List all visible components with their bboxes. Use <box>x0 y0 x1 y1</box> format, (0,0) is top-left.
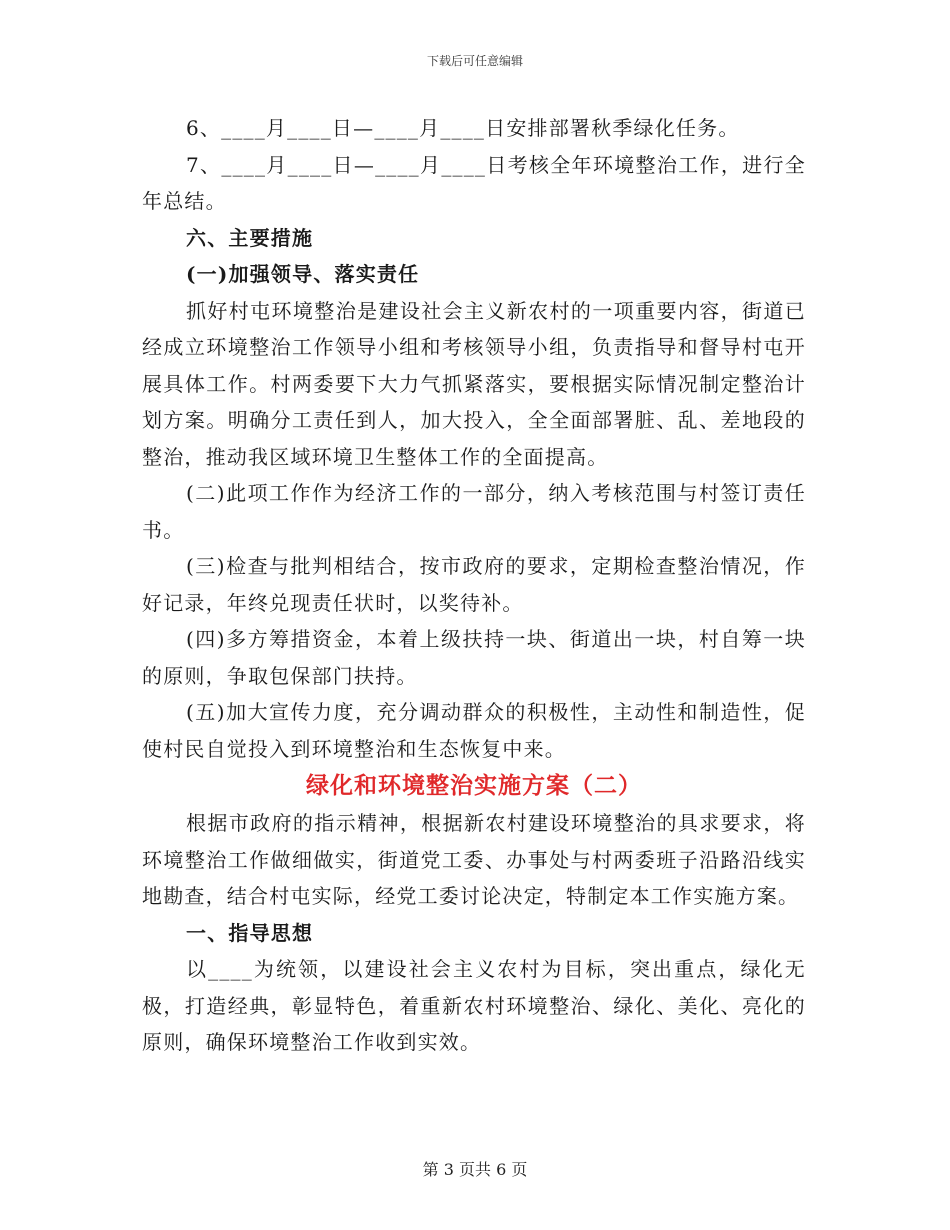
document-title-part-2: 绿化和环境整治实施方案（二） <box>306 772 642 799</box>
paragraph-measure-2: (二)此项工作作为经济工作的一部分，纳入考核范围与村签订责任书。 <box>142 481 806 542</box>
document-body <box>142 110 806 1061</box>
section-heading-guiding-ideology: 一、指导思想 <box>186 920 314 945</box>
page-header: 下载后可任意编辑 <box>426 54 523 68</box>
paragraph-intro: 根据市政府的指示精神，根据新农村建设环境整治的具求要求，将环境整治工作做细做实，街道党工委、办事处与村两委班子沿路沿线实地勘查，结合村屯实际，经党工委讨论决定，特制定本工作实施方案。 <box>142 811 806 908</box>
schedule-item-6: 6、____月____日—____月____日安排部署秋季绿化任务。 <box>186 116 740 140</box>
paragraph-measure-3: (三)检查与批判相结合，按市政府的要求，定期检查整治情况，作好记录，年终兑现责任状时，以奖待补。 <box>142 554 806 615</box>
schedule-item-7: 7、____月____日—____月____日考核全年环境整治工作，进行全年总结。 <box>142 152 806 213</box>
paragraph-measure-5: (五)加大宣传力度，充分调动群众的积极性，主动性和制造性，促使村民自觉投入到环境整治和生态恢复中来。 <box>142 700 806 761</box>
subheading-leadership: (一)加强领导、落实责任 <box>186 262 420 286</box>
paragraph-guiding-ideology: 以____为统领，以建设社会主义农村为目标，突出重点，绿化无极，打造经典，彰显特色，着重新农村环境整治、绿化、美化、亮化的原则，确保环境整治工作收到实效。 <box>142 957 806 1054</box>
page-footer: 第 3 页共 6 页 <box>422 1160 528 1179</box>
paragraph-leadership: 抓好村屯环境整治是建设社会主义新农村的一项重要内容，街道已经成立环境整治工作领导小组和考核领导小组，负责指导和督导村屯开展具体工作。村两委要下大力气抓紧落实，要根据实际情况制定整治计划方案。明确分工责任到人，加大投入，全全面部署脏、乱、差地段的整治，推动我区域环境卫生整体工作的全面提高。 <box>142 298 806 469</box>
paragraph-measure-4: (四)多方筹措资金，本着上级扶持一块、街道出一块，村自筹一块的原则，争取包保部门扶持。 <box>142 627 806 688</box>
section-heading-main-measures: 六、主要措施 <box>186 225 314 250</box>
